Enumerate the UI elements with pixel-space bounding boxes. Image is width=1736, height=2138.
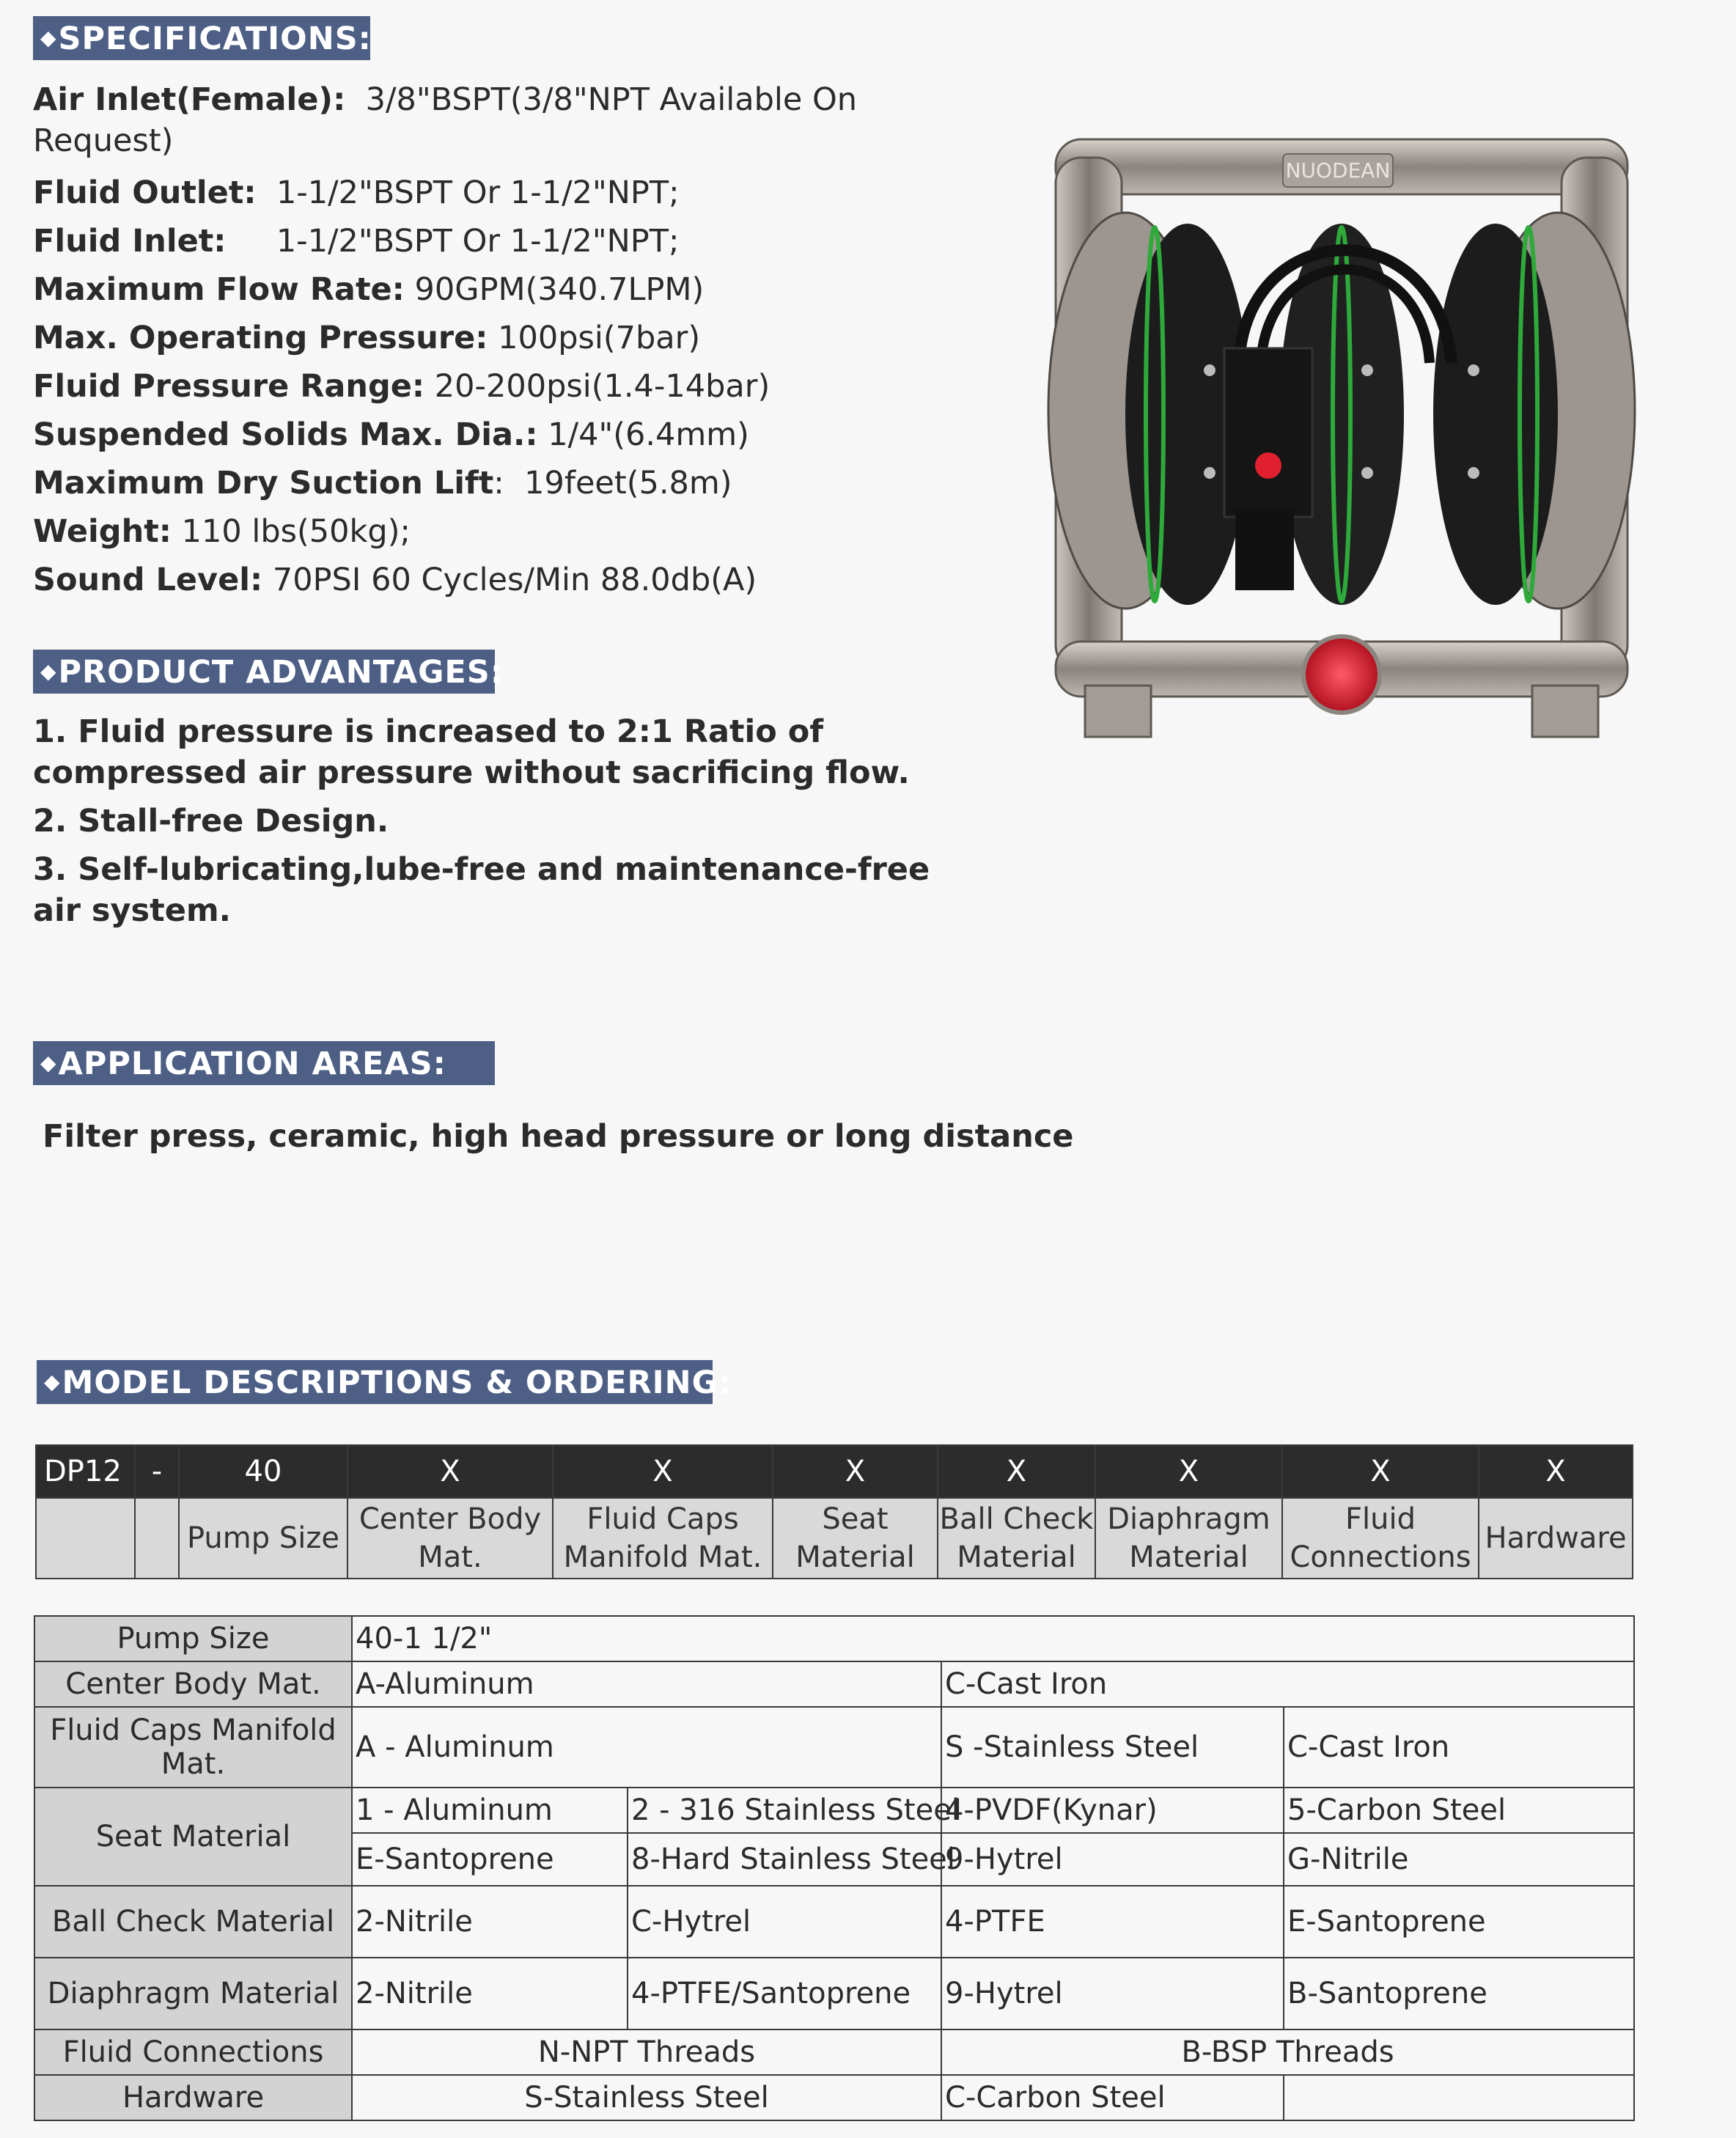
empty-cell [36,1498,135,1579]
option-cell: C-Carbon Steel [941,2075,1284,2120]
option-cell: 2-Nitrile [352,1886,628,1958]
spec-fluid-inlet: Fluid Inlet: 1-1/2"BSPT Or 1-1/2"NPT; [33,223,680,260]
option-label: Seat Material [34,1788,352,1886]
option-cell: C-Cast Iron [1284,1707,1634,1788]
model-title: MODEL DESCRIPTIONS & ORDERING: [62,1364,732,1401]
option-cell: S -Stainless Steel [941,1707,1284,1788]
specifications-title: SPECIFICATIONS: [58,21,372,57]
spec-air-inlet: Air Inlet(Female): 3/8"BSPT(3/8"NPT Available On Request) [33,81,858,159]
empty-cell [1284,2075,1634,2120]
option-cell: 8-Hard Stainless Steel [628,1833,941,1886]
advantage-item: 2. Stall-free Design. [33,803,389,840]
option-label: Fluid Caps Manifold Mat. [34,1707,352,1788]
model-dash: - [135,1445,179,1498]
advantages-title: PRODUCT ADVANTAGES: [58,654,504,691]
diamond-bullet-icon: ◆ [40,26,57,50]
option-cell: G-Nitrile [1284,1833,1634,1886]
pump-brand-label: NUODEAN [1285,158,1391,183]
option-label: Fluid Connections [34,2029,352,2075]
advantage-item: 3. Self-lubricating,lube-free and maintenance-free air system. [33,851,930,929]
spec-sound-level: Sound Level: 70PSI 60 Cycles/Min 88.0db(A) [33,562,757,598]
option-label: Diaphragm Material [34,1958,352,2029]
option-label: Center Body Mat. [34,1661,352,1707]
model-code-cell: X [773,1445,938,1498]
model-code-cell: X [1095,1445,1282,1498]
option-cell: E-Santoprene [352,1833,628,1886]
model-code-cell: X [1282,1445,1479,1498]
advantage-item: 1. Fluid pressure is increased to 2:1 Ratio of compressed air pressure without sacrificing flow. [33,713,910,791]
advantages-header [33,650,504,694]
option-cell: 2-Nitrile [352,1958,628,2029]
option-label: Hardware [34,2075,352,2120]
table-row [34,1886,1634,1958]
table-row [34,2029,1634,2075]
option-cell: 4-PTFE/Santoprene [628,1958,941,2029]
option-cell: C-Hytrel [628,1886,941,1958]
table-row [34,1661,1634,1707]
application-header [33,1041,495,1085]
model-label-cell: Fluid Caps Manifold Mat. [553,1498,773,1579]
table-row [34,1958,1634,2029]
option-cell: 1 - Aluminum [352,1788,628,1833]
application-title: APPLICATION AREAS: [58,1046,446,1082]
options-table [34,1615,1635,2121]
model-label-cell: Ball Check Material [938,1498,1095,1579]
option-cell: B-Santoprene [1284,1958,1634,2029]
model-label-cell: Seat Material [773,1498,938,1579]
option-cell: E-Santoprene [1284,1886,1634,1958]
option-cell: S-Stainless Steel [352,2075,941,2120]
option-cell: B-BSP Threads [941,2029,1634,2075]
spec-fluid-outlet: Fluid Outlet: 1-1/2"BSPT Or 1-1/2"NPT; [33,175,680,211]
spec-fluid-pressure-range: Fluid Pressure Range: 20-200psi(1.4-14bar) [33,368,770,405]
option-label: Ball Check Material [34,1886,352,1958]
option-cell: A - Aluminum [352,1707,941,1788]
spec-max-operating-pressure: Max. Operating Pressure: 100psi(7bar) [33,320,701,356]
model-label-cell: Center Body Mat. [347,1498,553,1579]
table-row [34,1788,1634,1833]
option-cell: 5-Carbon Steel [1284,1788,1634,1833]
spec-max-flow-rate: Maximum Flow Rate: 90GPM(340.7LPM) [33,271,705,308]
specifications-list [33,79,935,604]
model-label-cell: Diaphragm Material [1095,1498,1282,1579]
diamond-bullet-icon: ◆ [40,1051,57,1075]
diamond-bullet-icon: ◆ [44,1370,61,1394]
option-cell: 4-PVDF(Kynar) [941,1788,1284,1833]
option-cell: 9-Hytrel [941,1833,1284,1886]
empty-cell [135,1498,179,1579]
table-row [34,1707,1634,1788]
option-cell: 4-PTFE [941,1886,1284,1958]
option-cell: C-Cast Iron [941,1661,1634,1707]
option-cell: 40-1 1/2" [352,1616,1634,1661]
specifications-header [33,16,370,60]
model-code-row [36,1445,1633,1498]
spec-dry-suction-lift: Maximum Dry Suction Lift: 19feet(5.8m) [33,465,732,502]
option-cell: N-NPT Threads [352,2029,941,2075]
model-code-cell: X [938,1445,1095,1498]
model-code-cell: X [1479,1445,1633,1498]
model-code-cell: X [553,1445,773,1498]
model-label-cell: Pump Size [179,1498,347,1579]
table-row [34,1616,1634,1661]
model-prefix: DP12 [36,1445,135,1498]
model-label-cell: Hardware [1479,1498,1633,1579]
model-code-cell: X [347,1445,553,1498]
model-header [37,1360,732,1404]
spec-weight: Weight: 110 lbs(50kg); [33,513,411,550]
option-cell: 9-Hytrel [941,1958,1284,2029]
table-row [34,2075,1634,2120]
option-cell: 2 - 316 Stainless Steel [628,1788,941,1833]
application-text: Filter press, ceramic, high head pressure or long distance [43,1118,1074,1155]
option-cell: A-Aluminum [352,1661,941,1707]
model-code-table [35,1444,1633,1579]
model-code-cell: 40 [179,1445,347,1498]
diamond-bullet-icon: ◆ [40,659,57,683]
model-label-row [36,1498,1633,1579]
spec-suspended-solids: Suspended Solids Max. Dia.: 1/4"(6.4mm) [33,416,749,453]
advantages-list [33,711,971,938]
option-label: Pump Size [34,1616,352,1661]
diaphragm-pump-image [1041,128,1642,752]
model-label-cell: Fluid Connections [1282,1498,1479,1579]
